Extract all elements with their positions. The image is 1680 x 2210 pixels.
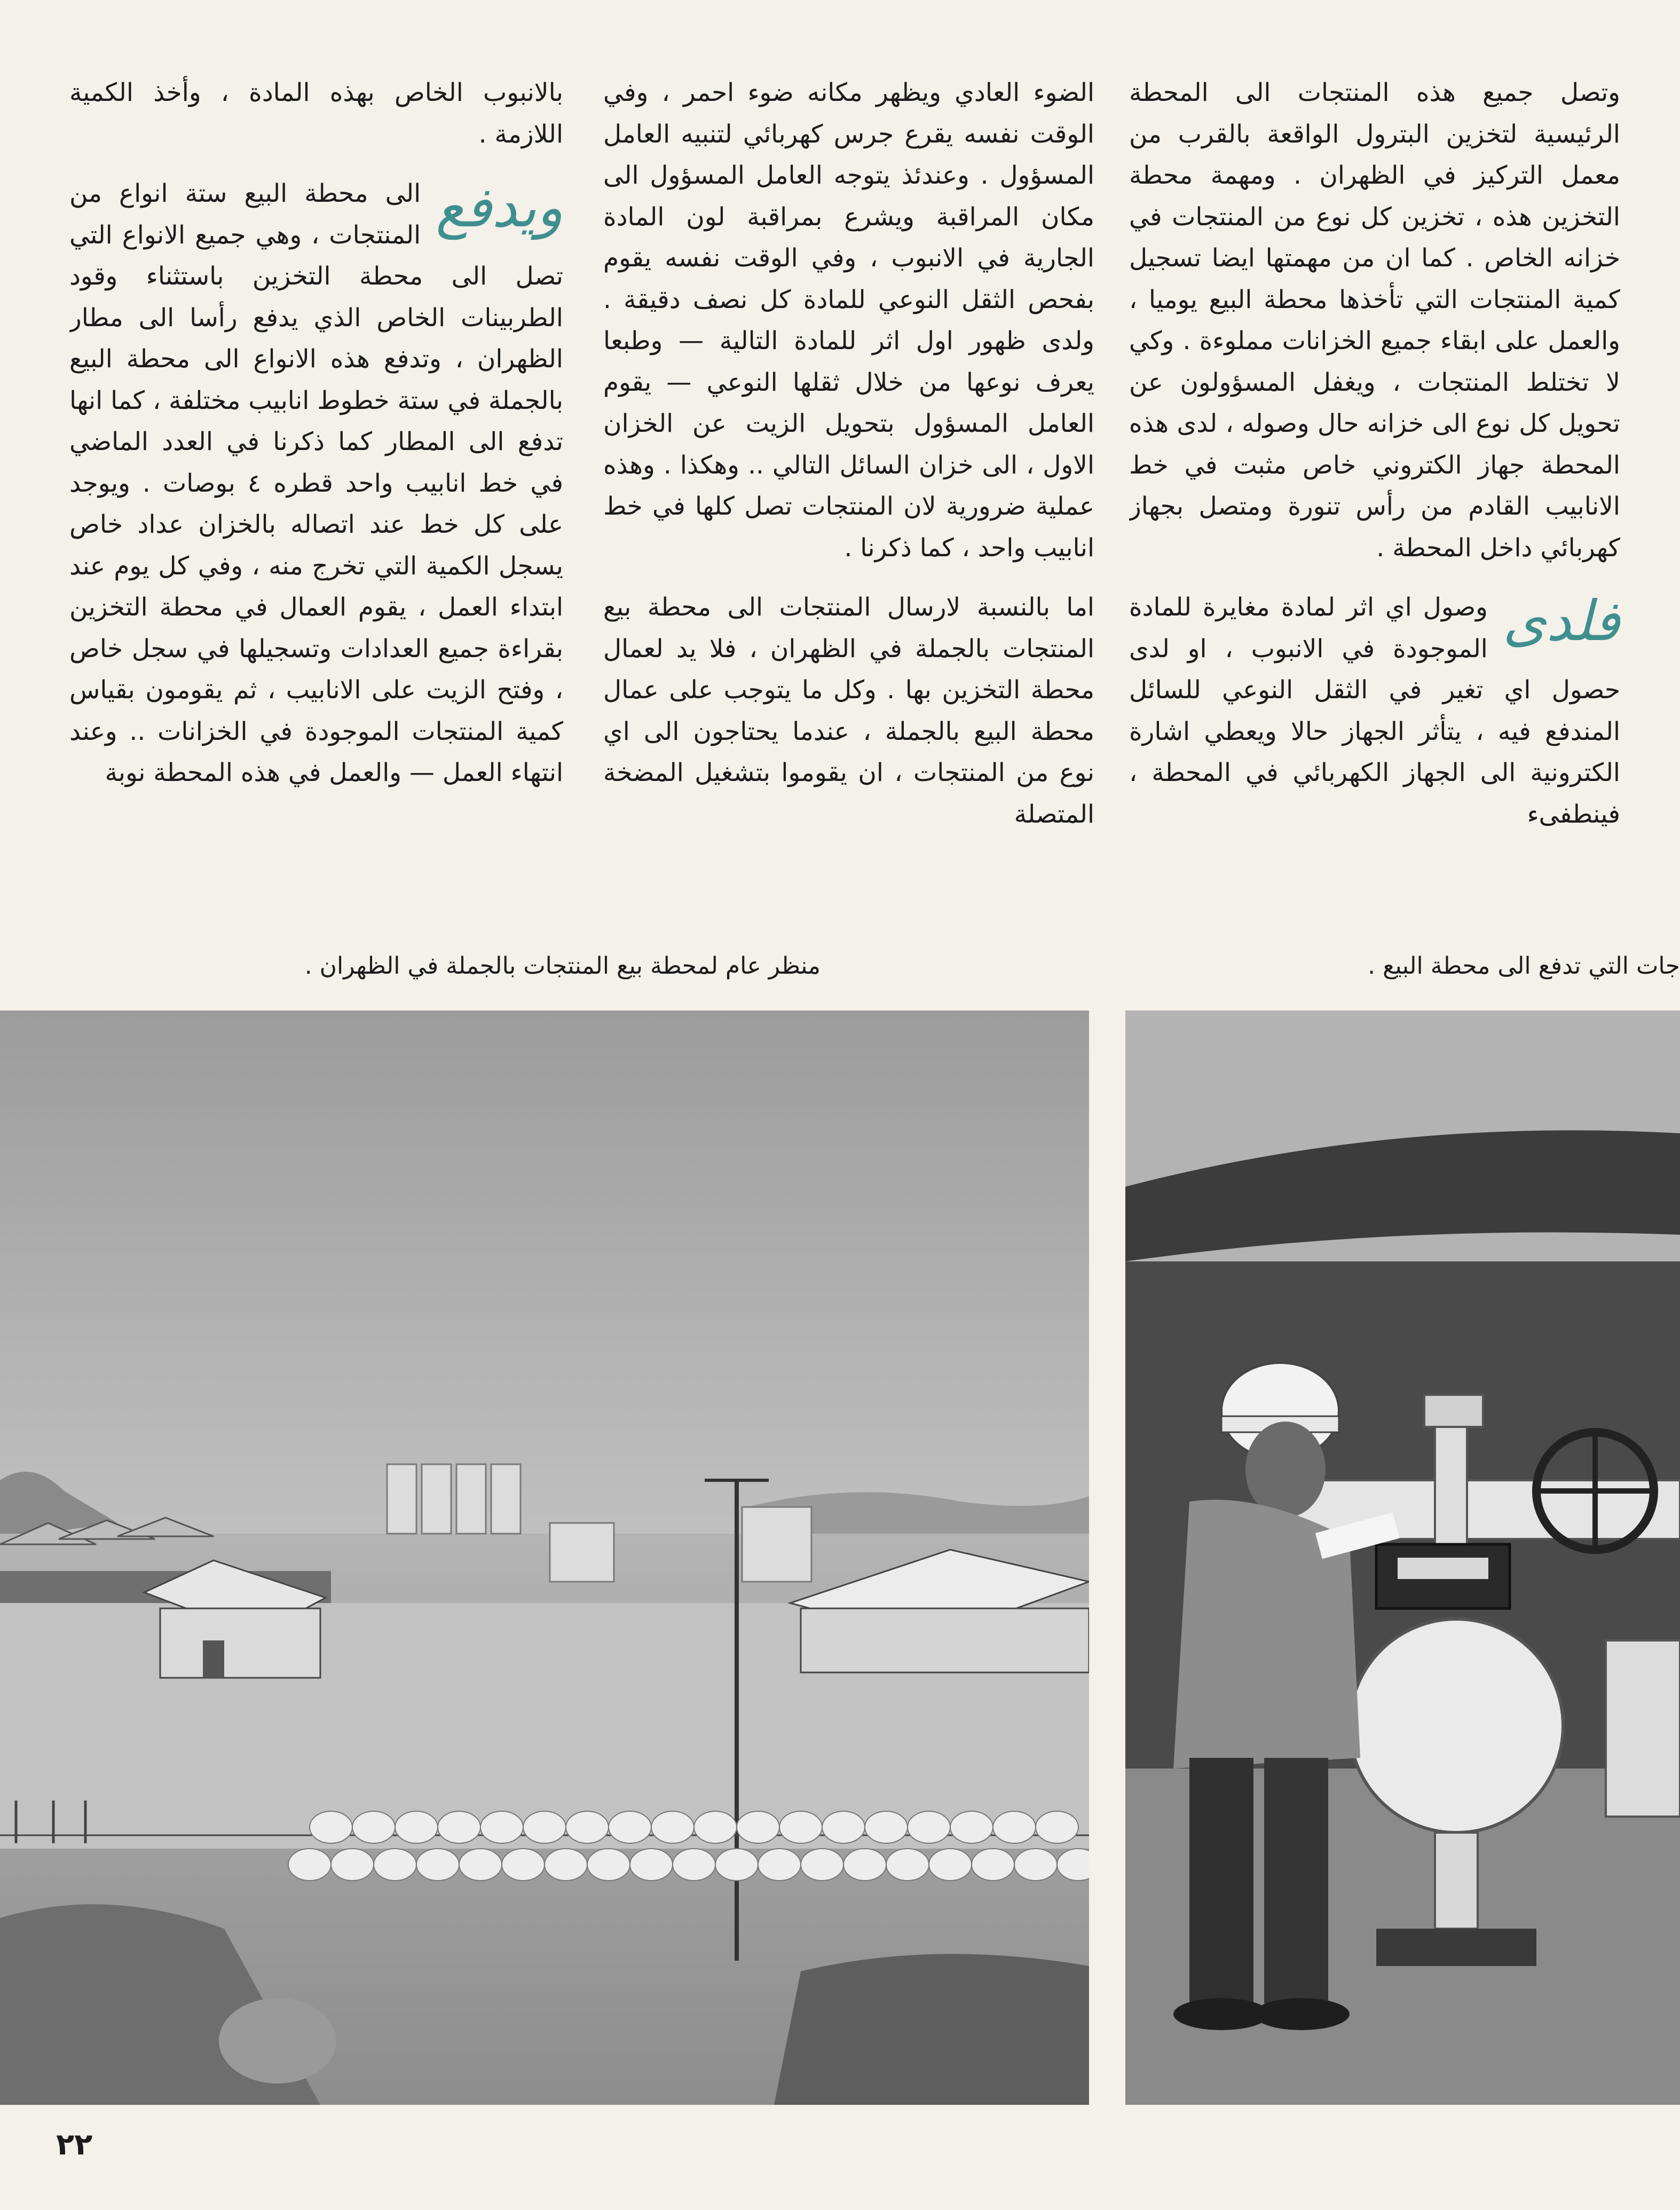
column-left <box>69 72 563 857</box>
column-right <box>1129 72 1620 857</box>
column-left-paragraph-2-text: الى محطة البيع ستة انواع من المنتجات ، وهي جميع الانواع التي تصل الى محطة التخزين باستثناء وقود الطربينات الخاص الذي يدفع رأسا الى مطار الظهران ، وتدفع هذه الانواع الى محطة البيع بالجملة في ستة خطوط انابيب مختلفة ، كما انها تدفع الى المطار كما ذكرنا في العدد الماضي في خط انابيب واحد قطره ٤ بوصات . ويوجد على كل خط عند اتصاله بالخزان عداد خاص يسجل الكمية التي تخرج منه ، وفي كل يوم عند ابتداء العمل ، يقوم العمال في محطة التخزين بقراءة جميع العدادات وتسجيلها في سجل خاص ، وفتح الزيت على الانابيب ، ثم يقومون بقياس كمية المنتجات الموجودة في الخزانات .. وعند انتهاء العمل — والعمل في هذه المحطة نوبة <box>69 179 563 787</box>
column-right-paragraph-2-text: وصول اي اثر لمادة مغايرة للمادة الموجودة في الانبوب ، او لدى حصول اي تغير في الثقل النوعي للسائل المندفع فيه ، يتأثر الجهاز حالا ويعطي اشارة الكترونية الى الجهاز الكهربائي في المحطة ، فينطفىء <box>1129 593 1620 829</box>
column-middle <box>603 72 1094 857</box>
column-middle-paragraph-1: الضوء العادي ويظهر مكانه ضوء احمر ، وفي الوقت نفسه يقرع جرس كهربائي لتنبيه العامل المسؤول . وعندئذ يتوجه العامل المسؤول الى مكان المراقبة ويشرع بمراقبة لون المادة الجارية في الانبوب ، وفي الوقت نفسه يقوم بفحص الثقل النوعي للمادة كل نصف دقيقة . ولدى ظهور اول اثر للمادة التالية — وطبعا يعرف نوعها من خلال ثقلها النوعي — يقوم العامل المسؤول بتحويل الزيت عن الخزان الاول ، الى خزان السائل التالي .. وهكذا . وهذه عملية ضرورية لان المنتجات تصل كلها في خط انابيب واحد ، كما ذكرنا . <box>603 78 1094 563</box>
column-left-initial-word: ويدفع <box>436 175 563 240</box>
column-middle-paragraph-2: اما بالنسبة لارسال المنتجات الى محطة بيع المنتجات بالجملة في الظهران ، فلا يد لعمال محطة التخزين بها . وكل ما يتوجب على عمال محطة البيع بالجملة ، عندما يحتاجون الى اي نوع من المنتجات ، ان يقوموا بتشغيل المضخة المتصلة <box>603 593 1094 829</box>
photo-bulk-plant-overview <box>0 1011 1089 2105</box>
column-right-paragraph-2 <box>1129 587 1620 835</box>
page-number: ٢٢ <box>56 2127 93 2162</box>
photo-worker-reading-meter <box>1125 1011 1680 2105</box>
bulk-plant-illustration <box>0 1011 1089 2105</box>
column-left-paragraph-1: بالانبوب الخاص بهذه المادة ، وأخذ الكمية اللازمة . <box>69 78 563 149</box>
caption-left-photo: منظر عام لمحطة بيع المنتجات بالجملة في الظهران . <box>304 952 821 980</box>
column-right-initial-word: فلدى <box>1502 588 1620 653</box>
worker-illustration <box>1125 1011 1680 2105</box>
caption-right-photo: جات التي تدفع الى محطة البيع . <box>1368 952 1680 980</box>
column-right-paragraph-1: وتصل جميع هذه المنتجات الى المحطة الرئيسية لتخزين البترول الواقعة بالقرب من معمل التركيز في الظهران . ومهمة محطة التخزين هذه ، تخزين كل نوع من المنتجات في خزانه الخاص . كما ان من مهمتها ايضا تسجيل كمية المنتجات التي تأخذها محطة البيع يوميا ، والعمل على ابقاء جميع الخزانات مملوءة . وكي لا تختلط المنتجات ، ويغفل المسؤولون عن تحويل كل نوع الى خزانه حال وصوله ، لدى هذه المحطة جهاز الكتروني خاص مثبت في خط الانابيب القادم من رأس تنورة ومتصل بجهاز كهربائي داخل المحطة . <box>1129 78 1620 563</box>
column-left-paragraph-2 <box>69 173 563 794</box>
